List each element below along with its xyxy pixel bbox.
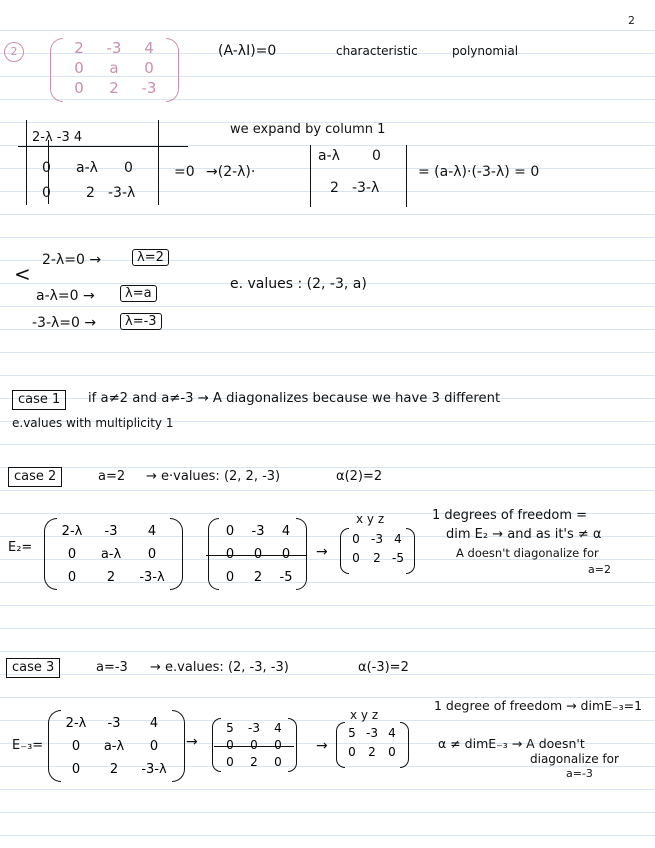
case3-note2: α ≠ dimE₋₃ → A doesn't (438, 736, 585, 751)
case2-label: case 2 (8, 467, 62, 487)
det-row1: 2-λ -3 4 (32, 130, 83, 145)
case3-cond: a=-3 (96, 660, 128, 675)
det-r3c3: -3-λ (108, 185, 136, 201)
page-number: 2 (628, 14, 635, 27)
case3-arrow1: → (186, 734, 198, 750)
root3-eq: -3-λ=0 → (32, 315, 97, 331)
det-row-strike (18, 146, 188, 147)
sub-r2c1: 2 (330, 180, 339, 196)
problem-number-circle: 2 (4, 42, 24, 62)
expand-note: we expand by column 1 (230, 122, 386, 137)
sub-det-bar-right (406, 145, 407, 207)
case2-matrix1: 2-λ -3 4 0 a-λ 0 0 2 -3-λ (61, 524, 165, 585)
case1-text-line1: if a≠2 and a≠-3 → A diagonalizes because we have 3 different (88, 391, 501, 406)
case3-alpha: α(-3)=2 (358, 660, 409, 675)
case2-m2-row-strike (206, 555, 306, 556)
case2-alpha: α(2)=2 (336, 469, 383, 484)
case2-evalues: → e·values: (2, 2, -3) (146, 469, 281, 484)
case1-text-line2: e.values with multiplicity 1 (12, 416, 174, 430)
case3-note3: diagonalize for (530, 752, 619, 766)
det-equals-zero: =0 (174, 164, 195, 180)
matrix-a-right-paren (166, 38, 179, 102)
case2-matrix2: 0 -3 4 0 0 0 0 2 -5 (225, 524, 293, 585)
case2-m3-right-paren (406, 528, 415, 574)
det-r2c2: a-λ (76, 160, 98, 176)
sub-r2c2: -3-λ (352, 180, 380, 196)
root3-box: λ=-3 (120, 313, 162, 330)
det-r3c1: 0 (42, 185, 51, 201)
case2-note4: a=2 (588, 563, 611, 576)
case3-note1: 1 degree of freedom → dimE₋₃=1 (434, 698, 643, 713)
case3-matrix1: 2-λ -3 4 0 a-λ 0 0 2 -3-λ (65, 716, 167, 777)
case3-note4: a=-3 (566, 767, 593, 780)
case3-label: case 3 (6, 658, 60, 678)
det-result: = (a-λ)·(-3-λ) = 0 (418, 164, 540, 180)
det-r3c2: 2 (86, 185, 95, 201)
root2-box: λ=a (120, 285, 157, 302)
matrix-a: 2 -3 4 0 a 0 0 2 -3 (74, 39, 157, 97)
case2-xyz: x y z (356, 512, 385, 526)
case3-arrow2: → (316, 738, 328, 754)
case3-matrix3: 5 -3 4 0 2 0 (348, 726, 396, 759)
det-r2c1: 0 (42, 160, 51, 176)
root2-eq: a-λ=0 → (36, 288, 95, 304)
case1-label: case 1 (12, 390, 66, 410)
case3-m2-row-strike (214, 746, 294, 747)
evalues-list: e. values : (2, -3, a) (230, 276, 367, 292)
case2-note3: A doesn't diagonalize for (456, 546, 599, 560)
det-bar-left (26, 120, 27, 205)
matrix-a-left-paren (50, 38, 63, 102)
case3-xyz: x y z (350, 708, 379, 722)
case2-cond: a=2 (98, 469, 126, 484)
roots-brace: < (14, 262, 31, 286)
case3-m3-right-paren (400, 722, 409, 768)
det-r2c3: 0 (124, 160, 133, 176)
root1-box: λ=2 (132, 249, 169, 266)
case3-e-label: E₋₃= (12, 738, 44, 753)
case3-matrix2: 5 -3 4 0 0 0 0 2 0 (226, 721, 282, 769)
char-equation: (A-λI)=0 (218, 43, 277, 59)
sub-det-bar-left (310, 145, 311, 207)
case2-note2: dim E₂ → and as it's ≠ α (446, 527, 602, 542)
case3-m2-right-paren (288, 718, 297, 772)
sub-r1c2: 0 (372, 148, 381, 164)
polynomial-label: polynomial (452, 44, 519, 58)
case2-arrow: → (316, 544, 328, 560)
case3-evalues: → e.values: (2, -3, -3) (150, 660, 289, 675)
case2-e-label: E₂= (8, 540, 33, 555)
det-bar-right (158, 120, 159, 205)
case2-note1: 1 degrees of freedom = (432, 508, 588, 523)
char-label: characteristic (336, 44, 418, 58)
root1-eq: 2-λ=0 → (42, 252, 102, 268)
expand-factor: →(2-λ)· (206, 164, 256, 180)
sub-r1c1: a-λ (318, 148, 340, 164)
case2-matrix3: 0 -3 4 0 2 -5 (352, 532, 404, 565)
